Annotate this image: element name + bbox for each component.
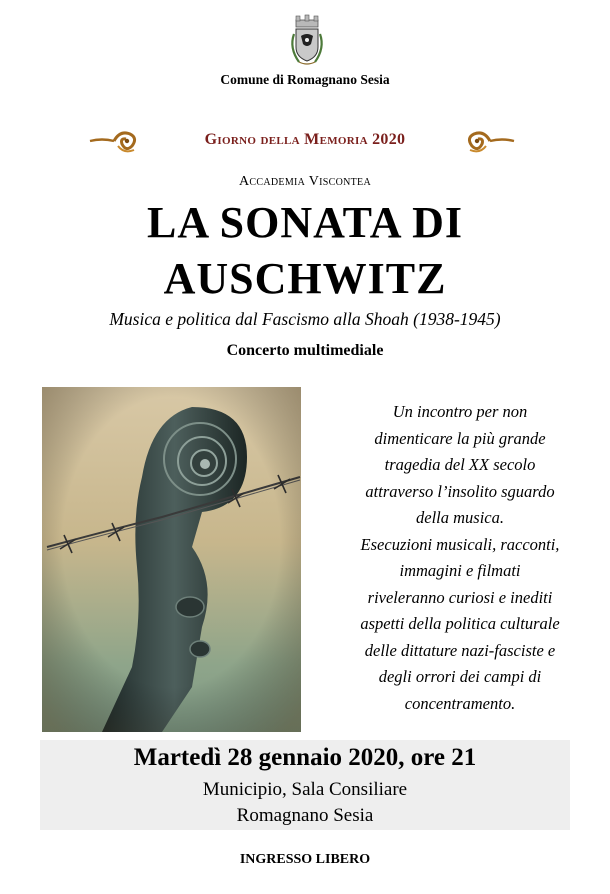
description-line: immagini e filmati (399, 561, 521, 580)
description-line: delle dittature nazi-fasciste e (364, 640, 556, 660)
description-line: Un incontro per non (392, 402, 528, 421)
event-title-line2: AUSCHWITZ (163, 254, 447, 303)
description-line: Esecuzioni musicali, racconti, (360, 534, 560, 554)
event-date: Martedì 28 gennaio 2020, ore 21 (133, 744, 477, 771)
description-line: attraverso l’insolito sguardo (365, 481, 555, 501)
giorno-della-memoria-heading: Giorno della Memoria 2020 (204, 131, 406, 148)
violin-scroll-barbed-wire-image (42, 387, 301, 732)
organizer-name: Accademia Viscontea (239, 174, 371, 189)
event-description (312, 399, 608, 717)
comune-name: Comune di Romagnano Sesia (220, 72, 390, 87)
event-subtitle: Musica e politica dal Fascismo alla Shoah (1938-1945) (109, 309, 501, 329)
event-town: Romagnano Sesia (236, 805, 374, 826)
event-venue: Municipio, Sala Consiliare (202, 779, 408, 800)
description-line: della musica. (416, 508, 504, 527)
flourish-ornament-right-icon (462, 126, 516, 156)
municipal-coat-of-arms-icon (287, 14, 327, 68)
description-line: riveleranno curiosi e inediti (367, 587, 553, 607)
description-line: concentramento. (404, 693, 516, 713)
description-line: tragedia del XX secolo (384, 455, 536, 474)
event-title (0, 198, 610, 304)
admission-note: INGRESSO LIBERO (239, 852, 371, 867)
description-line: degli orrori dei campi di (378, 667, 542, 686)
event-title-line1: LA SONATA DI (146, 198, 463, 247)
description-line: aspetti della politica culturale (360, 614, 560, 633)
description-line: dimenticare la più grande (374, 428, 546, 448)
event-kind: Concerto multimediale (226, 342, 384, 359)
